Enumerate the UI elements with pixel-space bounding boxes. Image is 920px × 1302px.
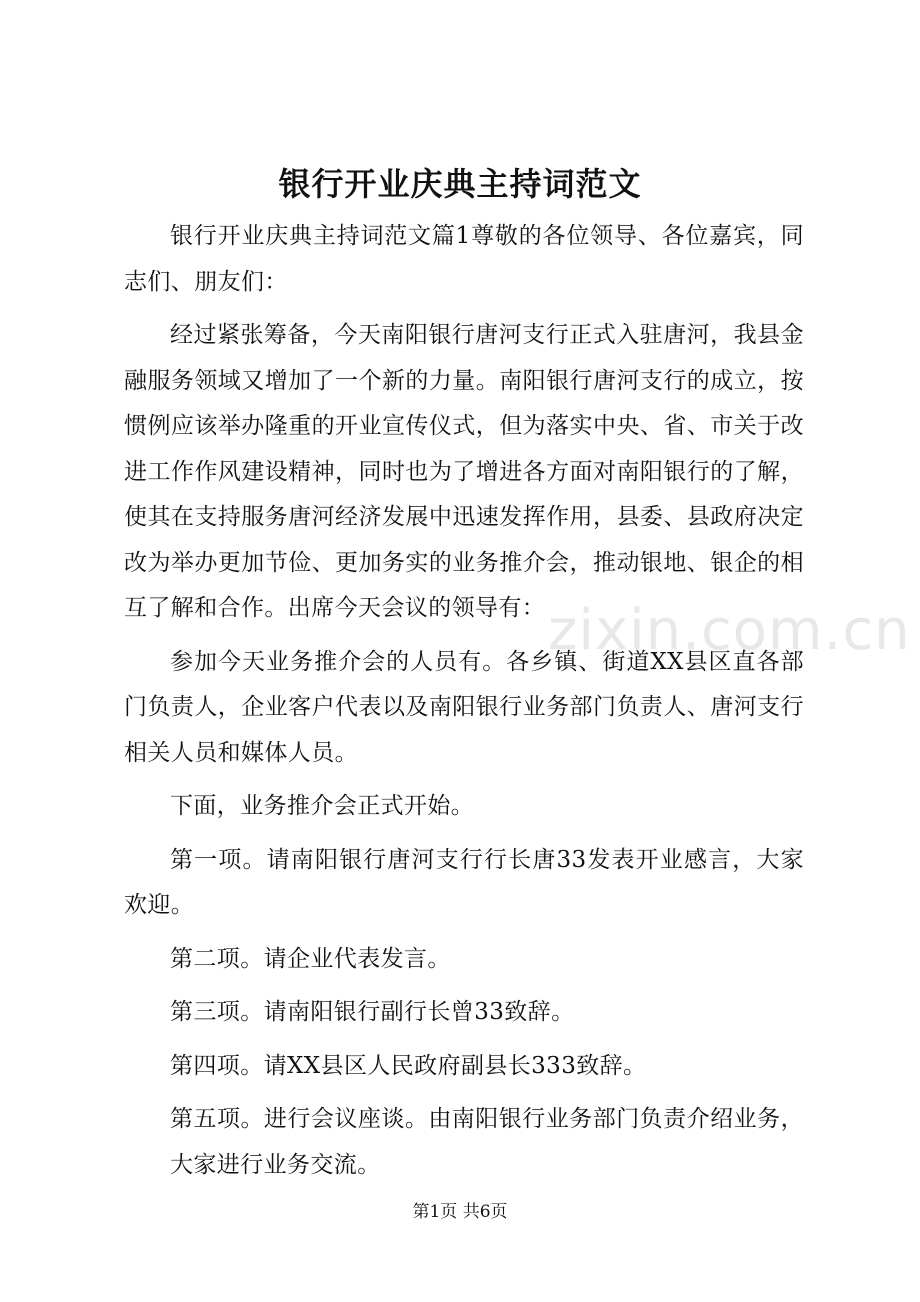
page-footer [0,1200,920,1224]
paragraph-8: 第四项。请XX县区人民政府副县长333致辞。 [170,1052,647,1079]
paragraph-1: 银行开业庆典主持词范文篇1尊敬的各位领导、各位嘉宾，同志们、朋友们： [124,223,804,295]
page-number-label: 第1页 共6页 [412,1202,508,1222]
paragraph-7: 第三项。请南阳银行副行长曾33致辞。 [170,999,575,1025]
document-title: 银行开业庆典主持词范文 [278,165,642,203]
paragraph-5: 第一项。请南阳银行唐河支行行长唐33发表开业感言，大家欢迎。 [124,846,804,918]
paragraph-3: 参加今天业务推介会的人员有。各乡镇、街道XX县区直各部门负责人，企业客户代表以及南阳银行业务部门负责人、唐河支行相关人员和媒体人员。 [124,648,804,766]
watermark-text: zixin.com.cn [548,598,911,663]
paragraph-6: 第二项。请企业代表发言。 [170,945,451,972]
paragraph-9: 第五项。进行会议座谈。由南阳银行业务部门负责介绍业务，大家进行业务交流。 [170,1106,804,1178]
paragraph-2: 经过紧张筹备，今天南阳银行唐河支行正式入驻唐河，我县金融服务领域又增加了一个新的力量。南阳银行唐河支行的成立，按惯例应该举办隆重的开业宣传仪式，但为落实中央、省、市关于改进工作作风建设精神，同时也为了增进各方面对南阳银行的了解，使其在支持服务唐河经济发展中迅速发挥作用，县委、县政府决定改为举办更加节俭、更加务实的业务推介会，推动银地、银企的相互了解和合作。出席今天会议的领导有： [124,322,804,621]
document-body [124,214,804,1188]
paragraph-4: 下面，业务推介会正式开始。 [170,793,475,819]
